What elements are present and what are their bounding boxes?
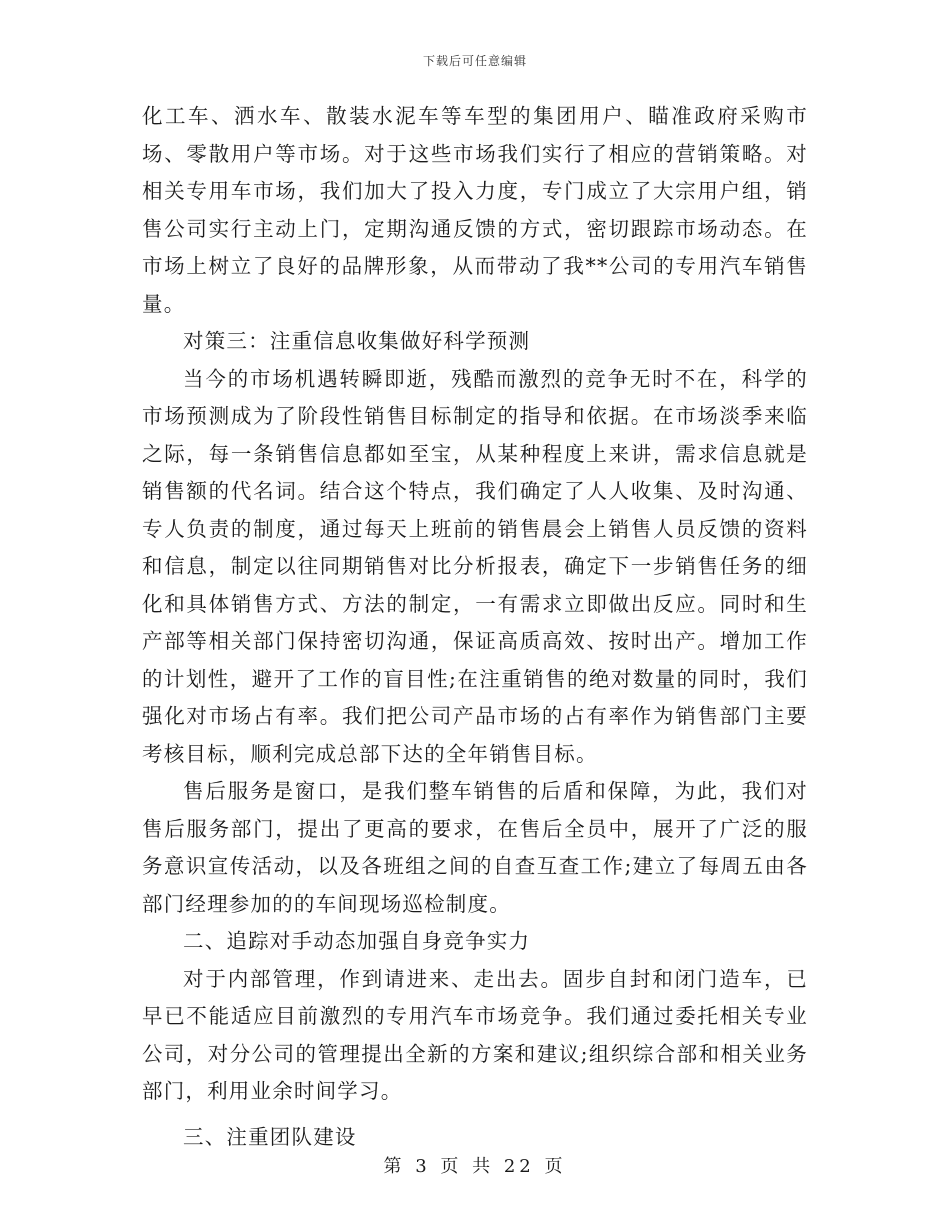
section-heading-strategy-three: 对策三：注重信息收集做好科学预测 <box>183 329 531 353</box>
page-header: 下载后可任意编辑 <box>422 54 527 68</box>
paragraph-continuation: 化工车、洒水车、散装水泥车等车型的集团用户、瞄准政府采购市场、零散用户等市场。对于这些市场我们实行了相应的营销策略。对相关专用车市场，我们加大了投入力度，专门成立了大宗用户组，销售公司实行主动上门，定期沟通反馈的方式，密切跟踪市场动态。在市场上树立了良好的品牌形象，从而带动了我**公司的专用汽车销售量。 <box>142 104 808 316</box>
paragraph-market-forecast: 当今的市场机遇转瞬即逝，残酷而激烈的竞争无时不在，科学的市场预测成为了阶段性销售目标制定的指导和依据。在市场淡季来临之际，每一条销售信息都如至宝，从某种程度上来讲，需求信息就是销售额的代名词。结合这个特点，我们确定了人人收集、及时沟通、专人负责的制度，通过每天上班前的销售晨会上销售人员反馈的资料和信息，制定以往同期销售对比分析报表，确定下一步销售任务的细化和具体销售方式、方法的制定，一有需求立即做出反应。同时和生产部等相关部门保持密切沟通，保证高质高效、按时出产。增加工作的计划性，避开了工作的盲目性;在注重销售的绝对数量的同时，我们强化对市场占有率。我们把公司产品市场的占有率作为销售部门主要考核目标，顺利完成总部下达的全年销售目标。 <box>142 366 808 766</box>
paragraph-after-sales: 售后服务是窗口，是我们整车销售的后盾和保障，为此，我们对售后服务部门，提出了更高的要求，在售后全员中，展开了广泛的服务意识宣传活动，以及各班组之间的自查互查工作;建立了每周五由各部门经理参加的的车间现场巡检制度。 <box>142 779 808 916</box>
section-heading-three: 三、注重团队建设 <box>183 1124 357 1149</box>
section-heading-two: 二、追踪对手动态加强自身竞争实力 <box>183 929 531 953</box>
paragraph-internal-management: 对于内部管理，作到请进来、走出去。固步自封和闭门造车，已早已不能适应目前激烈的专用汽车市场竞争。我们通过委托相关专业公司，对分公司的管理提出全新的方案和建议;组织综合部和相关业务部门，利用业余时间学习。 <box>142 966 808 1103</box>
page-number-footer: 第 3 页 共 22 页 <box>383 1156 567 1177</box>
spacer <box>142 1111 808 1119</box>
document-body <box>142 98 808 1156</box>
